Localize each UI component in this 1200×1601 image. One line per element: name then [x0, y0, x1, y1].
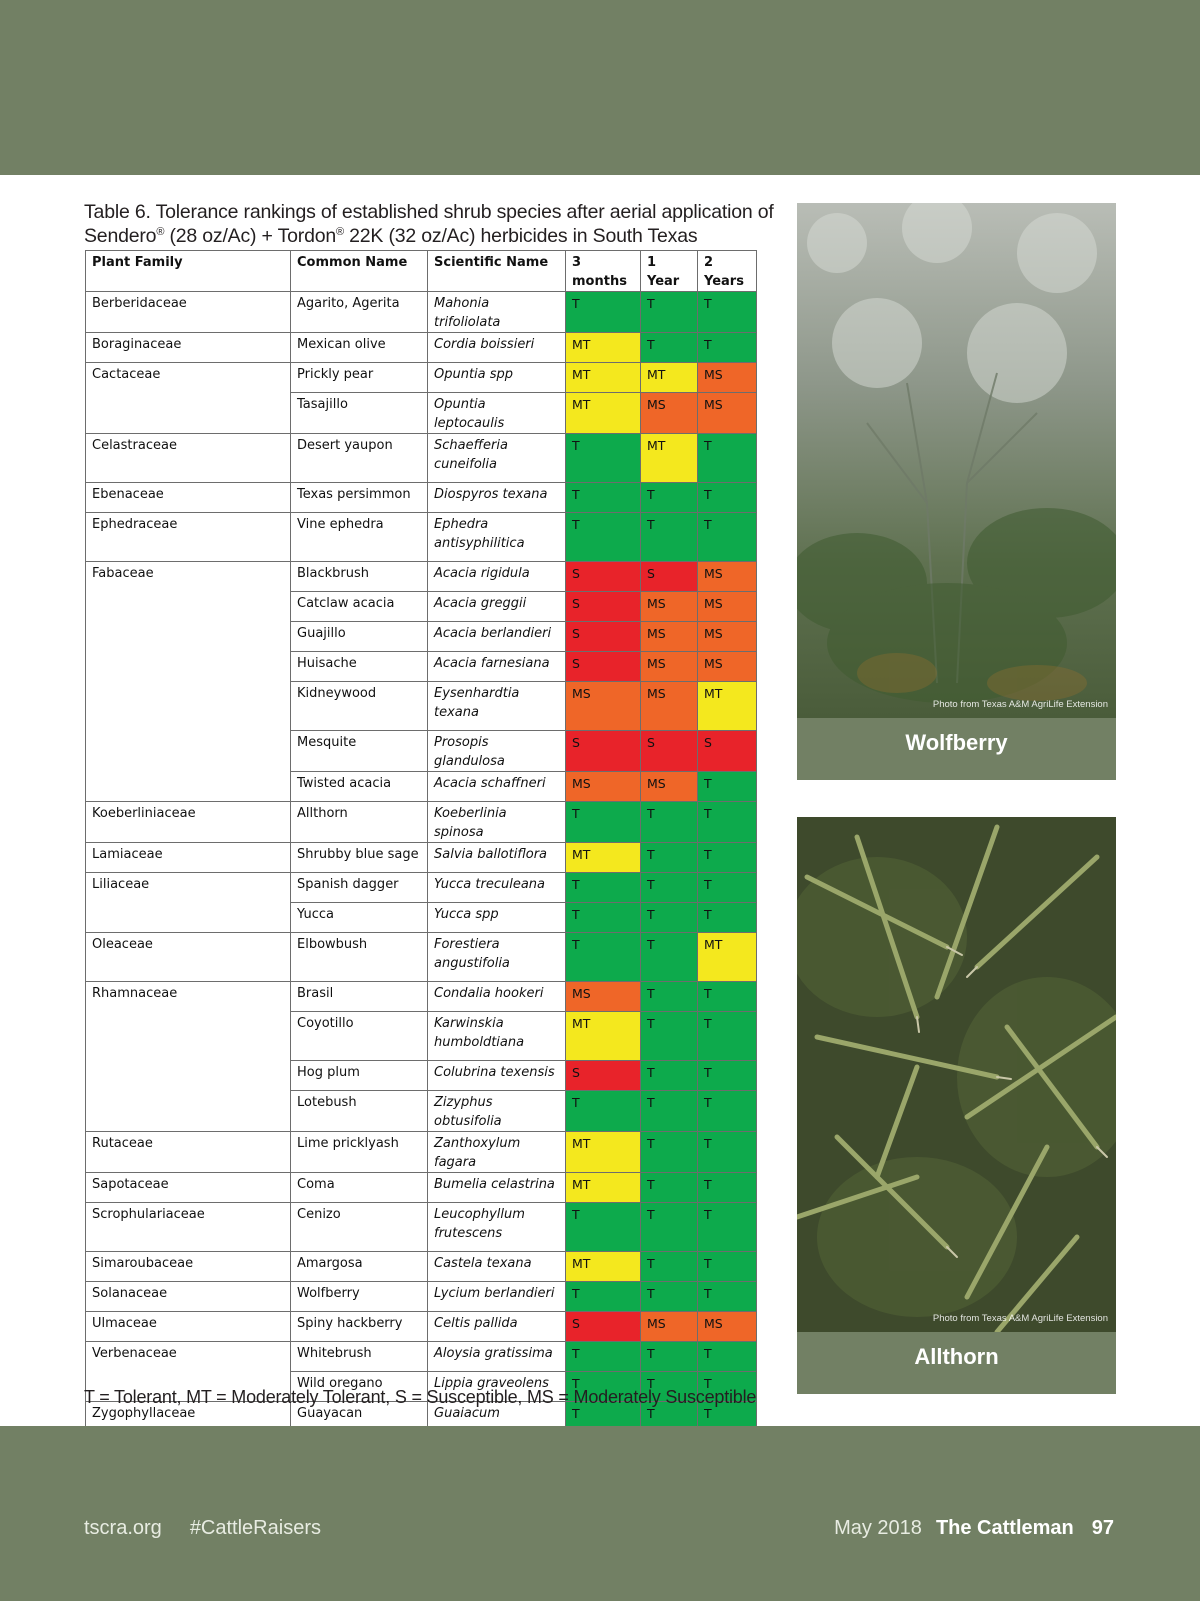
rating-2-years-cell: T — [698, 1203, 757, 1252]
scientific-name-cell: Yucca treculeana — [428, 873, 566, 903]
common-name-cell: Elbowbush — [291, 933, 428, 982]
rating-3-months-cell: MT — [566, 333, 641, 363]
rating-1-year-cell: T — [641, 1342, 698, 1372]
scientific-name-cell: Acacia berlandieri — [428, 622, 566, 652]
table-row — [86, 333, 757, 363]
plant-family-cell — [86, 622, 291, 652]
rating-1-year-cell: MS — [641, 652, 698, 682]
scientific-name-cell: Leucophyllum frutescens — [428, 1203, 566, 1252]
rating-2-years-cell: MT — [698, 933, 757, 982]
common-name-cell: Guayacan — [291, 1402, 428, 1451]
scientific-name-cell: Condalia hookeri — [428, 982, 566, 1012]
rating-1-year-cell: T — [641, 1402, 698, 1451]
table-row — [86, 682, 757, 731]
scientific-name-cell: Opuntia leptocaulis — [428, 393, 566, 434]
rating-3-months-cell: S — [566, 1061, 641, 1091]
common-name-cell: Coma — [291, 1173, 428, 1203]
plant-family-cell: Koeberliniaceae — [86, 802, 291, 843]
rating-1-year-cell: T — [641, 1091, 698, 1132]
rating-3-months-cell: MS — [566, 682, 641, 731]
plant-family-cell: Ephedraceae — [86, 513, 291, 562]
rating-1-year-cell: T — [641, 1252, 698, 1282]
rating-2-years-cell: T — [698, 483, 757, 513]
table-row — [86, 483, 757, 513]
rating-2-years-cell: MS — [698, 1312, 757, 1342]
scientific-name-cell: Guaiacum — [428, 1402, 566, 1451]
rating-2-years-cell: T — [698, 1402, 757, 1451]
rating-3-months-cell: S — [566, 562, 641, 592]
footer-left — [84, 1517, 349, 1540]
common-name-cell: Coyotillo — [291, 1012, 428, 1061]
rating-1-year-cell: T — [641, 483, 698, 513]
plant-family-cell: Simaroubaceae — [86, 1252, 291, 1282]
scientific-name-cell: Castela texana — [428, 1252, 566, 1282]
scientific-name-cell: Schaefferia cuneifolia — [428, 434, 566, 483]
plant-family-cell: Fabaceae — [86, 562, 291, 592]
plant-family-cell: Rutaceae — [86, 1132, 291, 1173]
rating-2-years-cell: T — [698, 1091, 757, 1132]
scientific-name-cell: Yucca spp — [428, 903, 566, 933]
scientific-name-cell: Cordia boissieri — [428, 333, 566, 363]
allthorn-image — [797, 817, 1116, 1332]
common-name-cell: Brasil — [291, 982, 428, 1012]
plant-family-cell: Sapotaceae — [86, 1173, 291, 1203]
common-name-cell: Spanish dagger — [291, 873, 428, 903]
rating-1-year-cell: MT — [641, 363, 698, 393]
header-scientific-name: Scientific Name — [428, 251, 566, 292]
table-row — [86, 1252, 757, 1282]
table-row — [86, 1342, 757, 1372]
rating-2-years-cell: MS — [698, 363, 757, 393]
rating-3-months-cell: T — [566, 1203, 641, 1252]
header-band — [0, 0, 1200, 175]
table-row — [86, 772, 757, 802]
table-row — [86, 933, 757, 982]
rating-3-months-cell: S — [566, 622, 641, 652]
wolfberry-photo-credit: Photo from Texas A&M AgriLife Extension — [932, 699, 1108, 710]
rating-2-years-cell: MS — [698, 652, 757, 682]
rating-1-year-cell: T — [641, 903, 698, 933]
table-row — [86, 652, 757, 682]
wolfberry-image — [797, 203, 1116, 718]
plant-family-cell: Zygophyllaceae — [86, 1402, 291, 1451]
rating-3-months-cell: T — [566, 873, 641, 903]
rating-1-year-cell: T — [641, 333, 698, 363]
table-row — [86, 1061, 757, 1091]
plant-family-cell — [86, 682, 291, 731]
wolfberry-photo — [797, 203, 1116, 718]
plant-family-cell: Berberidaceae — [86, 292, 291, 333]
rating-1-year-cell: MS — [641, 772, 698, 802]
rating-2-years-cell: MS — [698, 562, 757, 592]
rating-3-months-cell: MT — [566, 393, 641, 434]
table-row — [86, 622, 757, 652]
plant-family-cell: Celastraceae — [86, 434, 291, 483]
scientific-name-cell: Acacia rigidula — [428, 562, 566, 592]
scientific-name-cell: Colubrina texensis — [428, 1061, 566, 1091]
scientific-name-cell: Forestiera angustifolia — [428, 933, 566, 982]
rating-2-years-cell: T — [698, 292, 757, 333]
common-name-cell: Cenizo — [291, 1203, 428, 1252]
plant-family-cell: Ulmaceae — [86, 1312, 291, 1342]
rating-1-year-cell: T — [641, 982, 698, 1012]
allthorn-photo-credit: Photo from Texas A&M AgriLife Extension — [932, 1313, 1108, 1324]
scientific-name-cell: Acacia greggii — [428, 592, 566, 622]
rating-3-months-cell: S — [566, 592, 641, 622]
plant-family-cell: Liliaceae — [86, 873, 291, 903]
rating-2-years-cell: S — [698, 731, 757, 772]
rating-2-years-cell: MS — [698, 393, 757, 434]
table-row — [86, 434, 757, 483]
common-name-cell: Lime pricklyash — [291, 1132, 428, 1173]
rating-3-months-cell: MS — [566, 772, 641, 802]
rating-1-year-cell: T — [641, 933, 698, 982]
plant-family-cell: Verbenaceae — [86, 1342, 291, 1372]
plant-family-cell — [86, 1012, 291, 1061]
footer-band — [0, 1426, 1200, 1601]
rating-2-years-cell: T — [698, 1252, 757, 1282]
rating-1-year-cell: T — [641, 1132, 698, 1173]
table-row — [86, 1132, 757, 1173]
common-name-cell: Mesquite — [291, 731, 428, 772]
table-row — [86, 292, 757, 333]
table-row — [86, 1173, 757, 1203]
scientific-name-cell: Celtis pallida — [428, 1312, 566, 1342]
scientific-name-cell: Diospyros texana — [428, 483, 566, 513]
rating-1-year-cell: T — [641, 843, 698, 873]
table-row — [86, 592, 757, 622]
rating-3-months-cell: MT — [566, 363, 641, 393]
table-row — [86, 731, 757, 772]
allthorn-photo — [797, 817, 1116, 1332]
rating-1-year-cell: MS — [641, 1312, 698, 1342]
scientific-name-cell: Prosopis glandulosa — [428, 731, 566, 772]
rating-3-months-cell: S — [566, 731, 641, 772]
common-name-cell: Huisache — [291, 652, 428, 682]
plant-family-cell: Rhamnaceae — [86, 982, 291, 1012]
rating-2-years-cell: T — [698, 772, 757, 802]
rating-2-years-cell: T — [698, 1372, 757, 1402]
scientific-name-cell: Salvia ballotiflora — [428, 843, 566, 873]
header-plant-family: Plant Family — [86, 251, 291, 292]
rating-1-year-cell: T — [641, 873, 698, 903]
common-name-cell: Texas persimmon — [291, 483, 428, 513]
header-1-year: 1 Year — [641, 251, 698, 292]
rating-2-years-cell: T — [698, 873, 757, 903]
table-row — [86, 1012, 757, 1061]
table-row — [86, 982, 757, 1012]
table-row — [86, 873, 757, 903]
rating-3-months-cell: T — [566, 1402, 641, 1451]
scientific-name-cell: Karwinskia humboldtiana — [428, 1012, 566, 1061]
common-name-cell: Lotebush — [291, 1091, 428, 1132]
common-name-cell: Agarito, Agerita — [291, 292, 428, 333]
rating-3-months-cell: T — [566, 1282, 641, 1312]
rating-1-year-cell: T — [641, 1012, 698, 1061]
rating-3-months-cell: MT — [566, 1173, 641, 1203]
common-name-cell: Vine ephedra — [291, 513, 428, 562]
common-name-cell: Mexican olive — [291, 333, 428, 363]
plant-family-cell — [86, 772, 291, 802]
common-name-cell: Wolfberry — [291, 1282, 428, 1312]
scientific-name-cell: Zizyphus obtusifolia — [428, 1091, 566, 1132]
common-name-cell: Twisted acacia — [291, 772, 428, 802]
rating-2-years-cell: T — [698, 903, 757, 933]
scientific-name-cell: Eysenhardtia texana — [428, 682, 566, 731]
rating-3-months-cell: T — [566, 903, 641, 933]
scientific-name-cell: Ephedra antisyphilitica — [428, 513, 566, 562]
wolfberry-label: Wolfberry — [797, 718, 1116, 780]
common-name-cell: Allthorn — [291, 802, 428, 843]
table-row — [86, 802, 757, 843]
common-name-cell: Hog plum — [291, 1061, 428, 1091]
rating-3-months-cell: MS — [566, 982, 641, 1012]
common-name-cell: Spiny hackberry — [291, 1312, 428, 1342]
scientific-name-cell: Bumelia celastrina — [428, 1173, 566, 1203]
footer-date: May 2018 — [834, 1517, 922, 1539]
scientific-name-cell: Lippia graveolens — [428, 1372, 566, 1402]
common-name-cell: Blackbrush — [291, 562, 428, 592]
rating-3-months-cell: MT — [566, 1252, 641, 1282]
common-name-cell: Desert yaupon — [291, 434, 428, 483]
table-row — [86, 1312, 757, 1342]
common-name-cell: Shrubby blue sage — [291, 843, 428, 873]
rating-3-months-cell: S — [566, 1312, 641, 1342]
common-name-cell: Kidneywood — [291, 682, 428, 731]
common-name-cell: Guajillo — [291, 622, 428, 652]
rating-2-years-cell: T — [698, 802, 757, 843]
rating-1-year-cell: MS — [641, 622, 698, 652]
rating-2-years-cell: T — [698, 1012, 757, 1061]
table-row — [86, 843, 757, 873]
plant-family-cell — [86, 652, 291, 682]
plant-family-cell — [86, 393, 291, 434]
rating-3-months-cell: T — [566, 513, 641, 562]
rating-1-year-cell: MT — [641, 434, 698, 483]
table-caption: Table 6. Tolerance rankings of established shrub species after aerial application of Sendero® (28 oz/Ac) + Tordon® 22K (32 oz/Ac) herbicides in South Texas — [84, 201, 774, 247]
footer-page-number: 97 — [1091, 1517, 1114, 1539]
header-2-years: 2 Years — [698, 251, 757, 292]
rating-2-years-cell: MS — [698, 592, 757, 622]
rating-2-years-cell: T — [698, 1173, 757, 1203]
rating-2-years-cell: T — [698, 843, 757, 873]
table-row — [86, 562, 757, 592]
rating-2-years-cell: MT — [698, 682, 757, 731]
scientific-name-cell: Acacia schaffneri — [428, 772, 566, 802]
footer-site-link[interactable]: tscra.org — [84, 1517, 162, 1539]
plant-family-cell — [86, 1061, 291, 1091]
common-name-cell: Whitebrush — [291, 1342, 428, 1372]
table-row — [86, 903, 757, 933]
rating-2-years-cell: T — [698, 434, 757, 483]
footer-right — [834, 1517, 1114, 1540]
common-name-cell: Yucca — [291, 903, 428, 933]
rating-3-months-cell: T — [566, 434, 641, 483]
table-row — [86, 513, 757, 562]
plant-family-cell: Lamiaceae — [86, 843, 291, 873]
rating-1-year-cell: MS — [641, 592, 698, 622]
scientific-name-cell: Koeberlinia spinosa — [428, 802, 566, 843]
rating-1-year-cell: T — [641, 1372, 698, 1402]
scientific-name-cell: Opuntia spp — [428, 363, 566, 393]
scientific-name-cell: Aloysia gratissima — [428, 1342, 566, 1372]
common-name-cell: Tasajillo — [291, 393, 428, 434]
rating-1-year-cell: S — [641, 562, 698, 592]
rating-3-months-cell: MT — [566, 1012, 641, 1061]
rating-3-months-cell: T — [566, 802, 641, 843]
rating-3-months-cell: T — [566, 292, 641, 333]
table-row — [86, 1203, 757, 1252]
rating-2-years-cell: T — [698, 1061, 757, 1091]
table-row — [86, 1282, 757, 1312]
footer-hashtag: #CattleRaisers — [189, 1517, 321, 1539]
rating-1-year-cell: T — [641, 1203, 698, 1252]
rating-1-year-cell: MS — [641, 682, 698, 731]
allthorn-label: Allthorn — [797, 1332, 1116, 1394]
rating-1-year-cell: S — [641, 731, 698, 772]
scientific-name-cell: Zanthoxylum fagara — [428, 1132, 566, 1173]
rating-2-years-cell: T — [698, 333, 757, 363]
plant-family-cell — [86, 903, 291, 933]
header-3-months: 3 months — [566, 251, 641, 292]
common-name-cell: Wild oregano — [291, 1372, 428, 1402]
rating-2-years-cell: T — [698, 1132, 757, 1173]
plant-family-cell — [86, 731, 291, 772]
plant-family-cell — [86, 1091, 291, 1132]
scientific-name-cell: Acacia farnesiana — [428, 652, 566, 682]
rating-3-months-cell: MT — [566, 1132, 641, 1173]
plant-family-cell: Solanaceae — [86, 1282, 291, 1312]
table-header-row — [86, 251, 757, 292]
rating-2-years-cell: T — [698, 513, 757, 562]
plant-family-cell — [86, 592, 291, 622]
rating-2-years-cell: T — [698, 1342, 757, 1372]
plant-family-cell: Boraginaceae — [86, 333, 291, 363]
rating-3-months-cell: T — [566, 1091, 641, 1132]
plant-family-cell: Oleaceae — [86, 933, 291, 982]
rating-3-months-cell: T — [566, 933, 641, 982]
header-common-name: Common Name — [291, 251, 428, 292]
rating-1-year-cell: T — [641, 513, 698, 562]
scientific-name-cell: Lycium berlandieri — [428, 1282, 566, 1312]
tolerance-table — [85, 250, 757, 1451]
rating-1-year-cell: T — [641, 1173, 698, 1203]
rating-2-years-cell: MS — [698, 622, 757, 652]
rating-1-year-cell: MS — [641, 393, 698, 434]
rating-2-years-cell: T — [698, 982, 757, 1012]
rating-1-year-cell: T — [641, 1061, 698, 1091]
rating-3-months-cell: T — [566, 1372, 641, 1402]
rating-1-year-cell: T — [641, 802, 698, 843]
rating-3-months-cell: S — [566, 652, 641, 682]
table-row — [86, 1091, 757, 1132]
common-name-cell: Amargosa — [291, 1252, 428, 1282]
rating-2-years-cell: T — [698, 1282, 757, 1312]
plant-family-cell: Ebenaceae — [86, 483, 291, 513]
rating-1-year-cell: T — [641, 1282, 698, 1312]
table-row — [86, 393, 757, 434]
table-row — [86, 363, 757, 393]
rating-legend: T = Tolerant, MT = Moderately Tolerant, S = Susceptible, MS = Moderately Susceptible — [84, 1387, 757, 1407]
plant-family-cell: Scrophulariaceae — [86, 1203, 291, 1252]
common-name-cell: Prickly pear — [291, 363, 428, 393]
plant-family-cell: Cactaceae — [86, 363, 291, 393]
footer-magazine: The Cattleman — [935, 1517, 1074, 1539]
rating-1-year-cell: T — [641, 292, 698, 333]
rating-3-months-cell: T — [566, 483, 641, 513]
common-name-cell: Catclaw acacia — [291, 592, 428, 622]
rating-3-months-cell: MT — [566, 843, 641, 873]
rating-3-months-cell: T — [566, 1342, 641, 1372]
scientific-name-cell: Mahonia trifoliolata — [428, 292, 566, 333]
